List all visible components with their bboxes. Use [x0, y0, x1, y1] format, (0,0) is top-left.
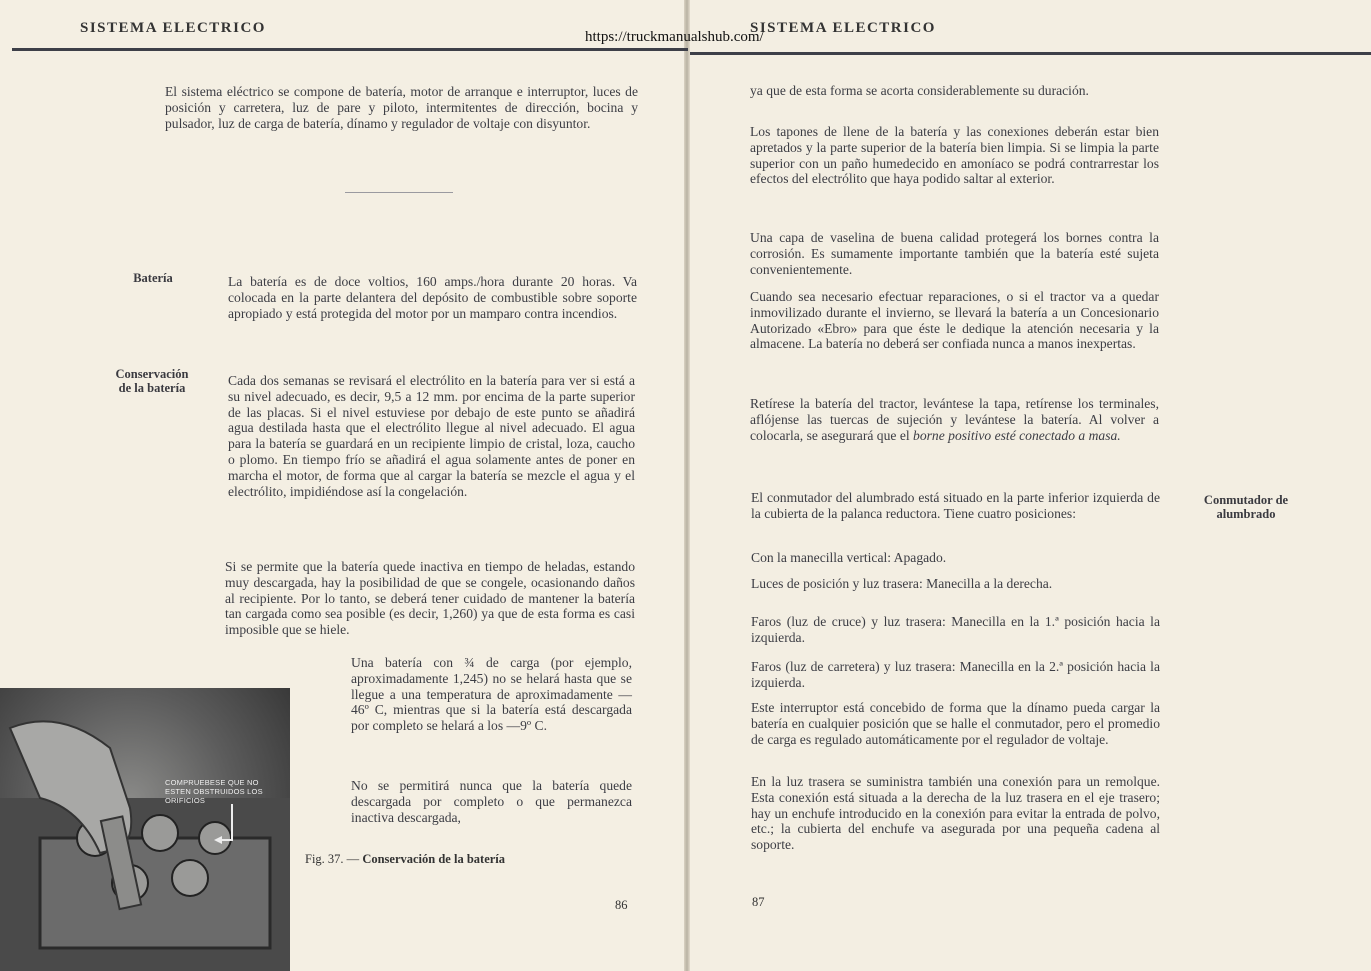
- conservacion-paragraph: Cada dos semanas se revisará el electrólito en la batería para ver si está a su nivel adecuado, es decir, 9,5 a 12 mm. por encima de la parte superior de las placas. Si el nivel estuviese por debajo de este punto se añadirá agua destilada hasta que el electrólito llegue al nivel adecuado. El agua para la batería se guardará en un recipiente limpio de cristal, loza, caucho o plomo. En tiempo frío se añadirá el agua solamente antes de poner en marcha el motor, de forma que al cargar la batería se mezcle el agua y el electrólito, impidiéndose así la congelación.: [228, 373, 635, 499]
- interruptor-paragraph: Este interruptor está concebido de forma que la dínamo pueda cargar la batería en cualquier posición que se halle el conmutador, pero el promedio de carga es regulado automáticamente por el regulador de voltaje.: [751, 700, 1160, 747]
- side-heading-conmutador-line1: Conmutador de: [1203, 493, 1289, 507]
- position-2: Luces de posición y luz trasera: Manecilla a la derecha.: [751, 576, 1053, 591]
- figure-number: Fig. 37. —: [305, 852, 360, 866]
- heladas-continuation: Una batería con ¾ de carga (por ejemplo, aproximadamente 1,245) no se helará hasta que se llegue a una temperatura de aproximadamente —46º C, mientras que si la batería está descargada por completo se helará a los —9º C.: [351, 655, 632, 734]
- retirese-emphasis: borne positivo esté conectado a masa.: [913, 427, 1121, 443]
- page-number-left: 86: [615, 898, 628, 912]
- tapones-paragraph: Los tapones de llene de la batería y las conexiones deberán estar bien apretados y la parte superior de la batería bien limpia. Si se limpia la parte superior con un paño humedecido en amoníaco se podrá contrarrestar los efectos del electrólito que haya podido saltar al exterior.: [750, 124, 1159, 187]
- position-3: Faros (luz de cruce) y luz trasera: Manecilla en la 1.ª posición hacia la izquierda.: [751, 614, 1160, 645]
- conmutador-paragraph: El conmutador del alumbrado está situado en la parte inferior izquierda de la cubierta de la palanca reductora. Tiene cuatro posiciones:: [751, 490, 1160, 521]
- side-heading-conmutador: [1186, 493, 1306, 521]
- source-url[interactable]: https://truckmanualshub.com/: [585, 29, 764, 45]
- battery-illustration: [0, 688, 290, 971]
- running-head-right: SISTEMA ELECTRICO: [750, 20, 936, 36]
- vaselina-paragraph: Una capa de vaselina de buena calidad protegerá los bornes contra la corrosión. Es sumamente importante también que la batería esté sujeta convenientemente.: [750, 230, 1159, 277]
- heladas-paragraph: Si se permite que la batería quede inactiva en tiempo de heladas, estando muy descargada, hay la posibilidad de que se congele, ocasionando daños al recipiente. Por lo tanto, se deberá tener cuidado de mantener la batería tan cargada como sea posible (es decir, 1,260) ya que de esta forma es casi imposible que se hiele.: [225, 559, 635, 638]
- retirese-text: Retírese la batería del tractor, levántese la tapa, retírense los terminales, aflójense las tuercas de sujeción y levántese la batería. Al volver a colocarla, se asegurará que el: [750, 396, 1159, 443]
- book-gutter: [684, 0, 690, 971]
- battery-photo: [0, 688, 290, 971]
- page-number-right: 87: [752, 895, 765, 909]
- continuation-paragraph: ya que de esta forma se acorta considerablemente su duración.: [750, 83, 1089, 98]
- bateria-paragraph: La batería es de doce voltios, 160 amps./hora durante 20 horas. Va colocada en la parte delantera del depósito de combustible sobre soporte apropiado y está protegida del motor por un mamparo contra incendios.: [228, 274, 637, 321]
- running-head-left: SISTEMA ELECTRICO: [80, 20, 266, 36]
- side-heading-conmutador-line2: alumbrado: [1216, 507, 1276, 521]
- retirese-paragraph: [750, 396, 1159, 443]
- side-heading-conservacion-line1: Conservación: [115, 367, 189, 381]
- header-rule-left: [12, 48, 688, 51]
- photo-callout-label: COMPRUEBESE QUE NO ESTEN OBSTRUIDOS LOS ORIFICIOS: [165, 778, 263, 805]
- position-4: Faros (luz de carretera) y luz trasera: Manecilla en la 2.ª posición hacia la izquierda.: [751, 659, 1160, 690]
- intro-paragraph: El sistema eléctrico se compone de batería, motor de arranque e interruptor, luces de posición y carretera, luz de pare y piloto, intermitentes de dirección, bocina y pulsador, luz de carga de batería, dínamo y regulador de voltaje con disyuntor.: [165, 84, 638, 131]
- reparaciones-paragraph: Cuando sea necesario efectuar reparaciones, o si el tractor va a quedar inmovilizado durante el invierno, se llevará la batería a un Concesionario Autorizado «Ebro» para que éste le dedique la atención necesaria y la almacene. La batería no deberá ser confiada nunca a manos inexpertas.: [750, 289, 1159, 352]
- section-divider: [345, 192, 453, 193]
- side-heading-bateria: Batería: [133, 271, 173, 285]
- nunca-paragraph: No se permitirá nunca que la batería quede descargada por completo o que permanezca inactiva descargada,: [351, 778, 632, 825]
- figure-title: Conservación de la batería: [362, 852, 506, 866]
- header-rule-right: [690, 52, 1371, 55]
- remolque-paragraph: En la luz trasera se suministra también una conexión para un remolque. Esta conexión está situada a la derecha de la luz trasera en el eje trasero; hay un enchufe introducido en la conexión para evitar la entrada de polvo, etc.; la cubierta del enchufe va asegurada por una pequeña cadena al soporte.: [751, 774, 1160, 853]
- side-heading-conservacion-line2: de la batería: [118, 381, 186, 395]
- side-heading-conservacion: [100, 367, 204, 395]
- figure-caption: [305, 852, 505, 867]
- position-1: Con la manecilla vertical: Apagado.: [751, 550, 947, 565]
